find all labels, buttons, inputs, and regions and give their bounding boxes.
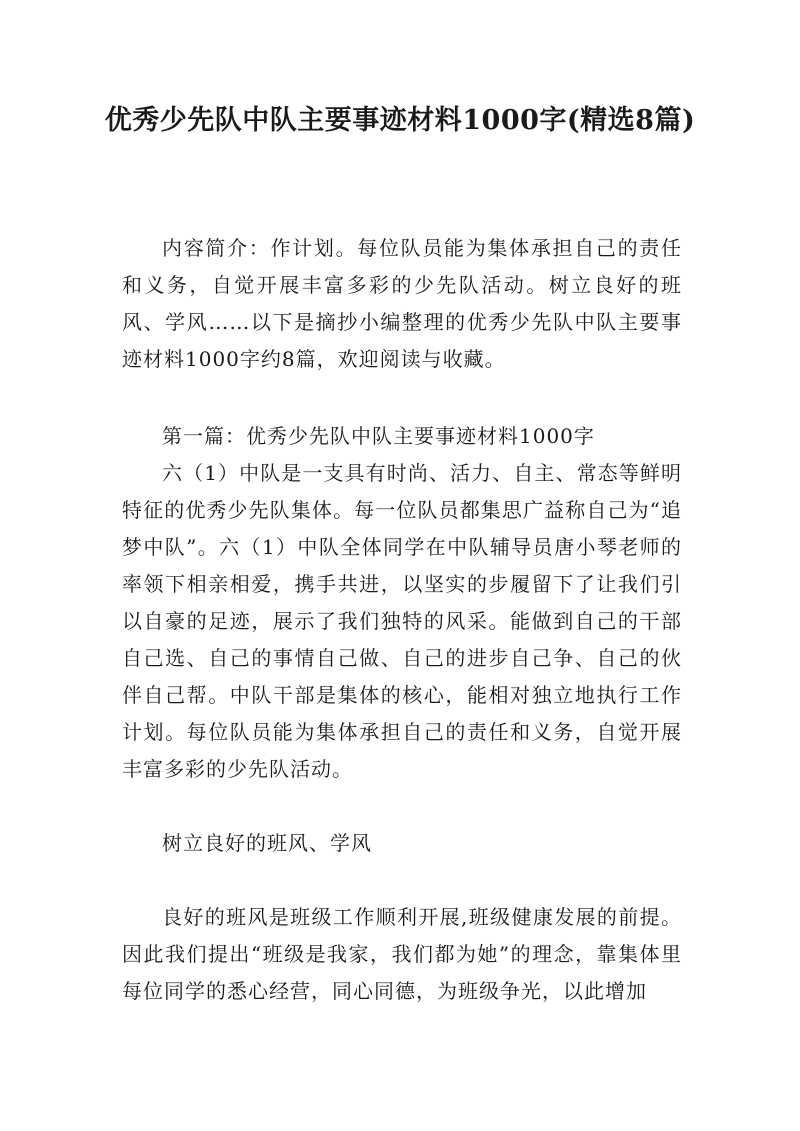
section-1-body: 六（1）中队是一支具有时尚、活力、自主、常态等鲜明特征的优秀少先队集体。每一位队员都集思广益称自己为“追梦中队”。六（1）中队全体同学在中队辅导员唐小琴老师的率领下相亲相爱，携手共进，以坚实的步履留下了让我们引以自豪的足迹，展示了我们独特的风采。能做到自己的干部自己选、自己的事情自己做、自己的进步自己争、自己的伙伴自己帮。中队干部是集体的核心，能相对独立地执行工作计划。每位队员能为集体承担自己的责任和义务，自觉开展丰富多彩的少先队活动。: [122, 461, 682, 781]
section-2-body: 良好的班风是班级工作顺利开展,班级健康发展的前提。因此我们提出“班级是我家，我们都为她”的理念，靠集体里每位同学的悉心经营，同心同德，为班级争光，以此增加: [122, 905, 682, 1003]
document-title: 优秀少先队中队主要事迹材料1000字(精选8篇): [104, 105, 696, 136]
section-1-heading: 第一篇：优秀少先队中队主要事迹材料1000字: [162, 424, 595, 448]
subheading-class-style: 树立良好的班风、学风: [162, 831, 372, 855]
intro-paragraph: 内容简介：作计划。每位队员能为集体承担自己的责任和义务，自觉开展丰富多彩的少先队活动。树立良好的班风、学风……以下是摘抄小编整理的优秀少先队中队主要事迹材料1000字约8篇，欢迎阅读与收藏。: [122, 236, 682, 371]
